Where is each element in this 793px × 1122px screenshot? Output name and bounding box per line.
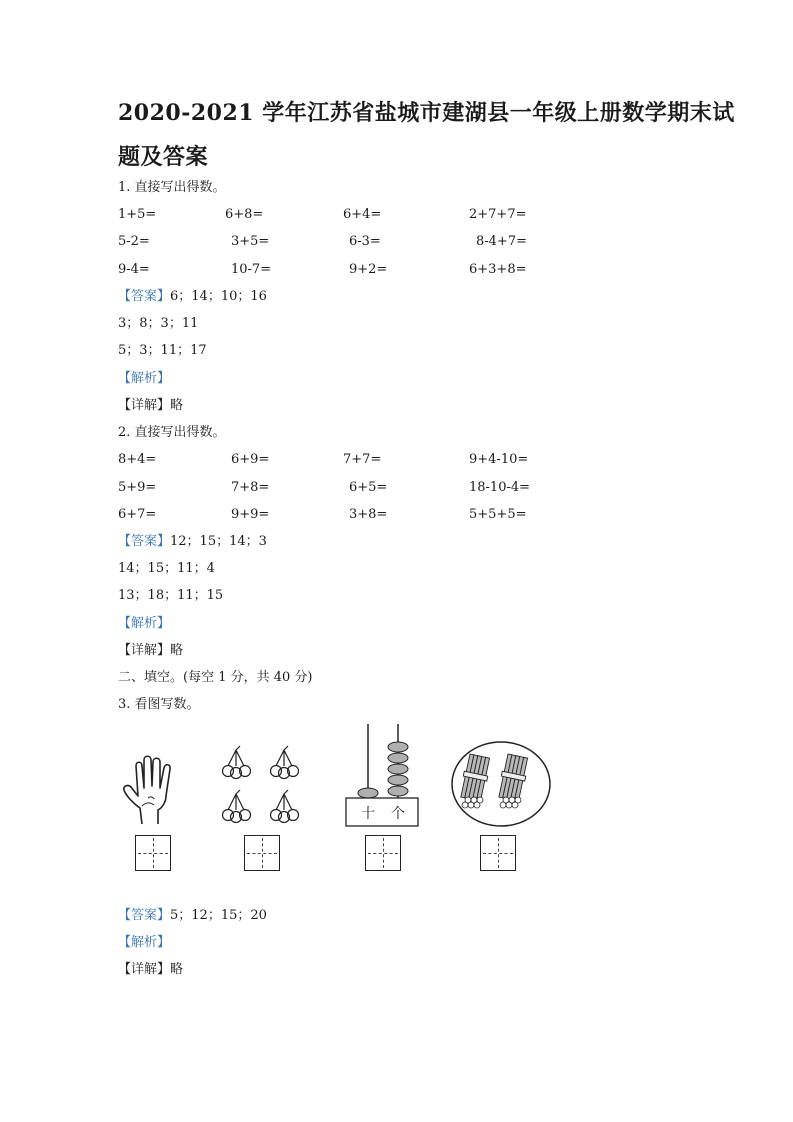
answer-box[interactable] <box>135 835 171 871</box>
q2-expr: 3+8= <box>349 507 388 522</box>
q2-expr: 18-10-4= <box>469 480 531 495</box>
answer-line: 3；8；3；11 <box>118 316 199 331</box>
answer-tag: 【答案】 <box>118 289 171 304</box>
q2-detail <box>118 642 183 660</box>
analysis-tag: 【解析】 <box>118 935 171 950</box>
detail-text: 略 <box>170 398 184 413</box>
abacus-image <box>344 722 420 828</box>
answer-line: 12；15；14；3 <box>170 534 267 549</box>
abacus-ones-label: 个 <box>391 806 405 822</box>
answer-line: 5；12；15；20 <box>170 908 267 923</box>
q2-expr: 7+7= <box>343 452 382 467</box>
analysis-tag: 【解析】 <box>118 371 171 386</box>
section-2-heading: 二、填空。(每空 1 分，共 40 分) <box>118 670 313 685</box>
hand-image <box>120 752 186 828</box>
q1-expr: 6+4= <box>343 207 382 222</box>
q2-expr: 6+5= <box>349 480 388 495</box>
q2-heading: 2. 直接写出得数。 <box>118 425 226 440</box>
q1-answer <box>118 288 267 306</box>
answer-line: 13；18；11；15 <box>118 588 224 603</box>
q1-expr: 9-4= <box>118 262 150 277</box>
q1-expr: 9+2= <box>349 262 388 277</box>
q2-expr: 7+8= <box>231 480 270 495</box>
q2-answer <box>118 533 267 551</box>
answer-box[interactable] <box>244 835 280 871</box>
q1-expr: 3+5= <box>231 234 270 249</box>
q2-expr: 8+4= <box>118 452 157 467</box>
answer-line: 14；15；11；4 <box>118 561 215 576</box>
answer-line: 6；14；10；16 <box>170 289 267 304</box>
answer-box[interactable] <box>365 835 401 871</box>
detail-tag: 【详解】 <box>118 398 171 413</box>
answer-box[interactable] <box>480 835 516 871</box>
detail-text: 略 <box>170 962 184 977</box>
detail-text: 略 <box>170 643 184 658</box>
abacus-tens-label: 十 <box>361 806 375 822</box>
q1-expr: 1+5= <box>118 207 157 222</box>
q2-expr: 9+9= <box>231 507 270 522</box>
stick-bundles-image <box>450 740 552 828</box>
q3-detail <box>118 961 183 979</box>
q2-expr: 6+9= <box>231 452 270 467</box>
q3-answer <box>118 907 267 925</box>
q1-expr: 6+8= <box>225 207 264 222</box>
answer-tag: 【答案】 <box>118 908 171 923</box>
detail-tag: 【详解】 <box>118 962 171 977</box>
q2-expr: 6+7= <box>118 507 157 522</box>
q1-detail <box>118 397 183 415</box>
analysis-tag: 【解析】 <box>118 616 171 631</box>
q1-expr: 10-7= <box>231 262 272 277</box>
q2-expr: 9+4-10= <box>469 452 529 467</box>
q2-expr: 5+9= <box>118 480 157 495</box>
cherries-image <box>218 744 310 828</box>
q1-expr: 6+3+8= <box>469 262 527 277</box>
document-title-line-2: 题及答案 <box>118 144 209 170</box>
document-title-line-1: 2020-2021 学年江苏省盐城市建湖县一年级上册数学期末试 <box>118 100 735 126</box>
q1-expr: 5-2= <box>118 234 150 249</box>
q1-expr: 6-3= <box>349 234 381 249</box>
q3-heading: 3. 看图写数。 <box>118 697 200 712</box>
answer-line: 5；3；11；17 <box>118 343 207 358</box>
q1-expr: 8-4+7= <box>476 234 527 249</box>
answer-tag: 【答案】 <box>118 534 171 549</box>
q2-expr: 5+5+5= <box>469 507 527 522</box>
detail-tag: 【详解】 <box>118 643 171 658</box>
q1-expr: 2+7+7= <box>469 207 527 222</box>
q1-heading: 1. 直接写出得数。 <box>118 180 226 195</box>
